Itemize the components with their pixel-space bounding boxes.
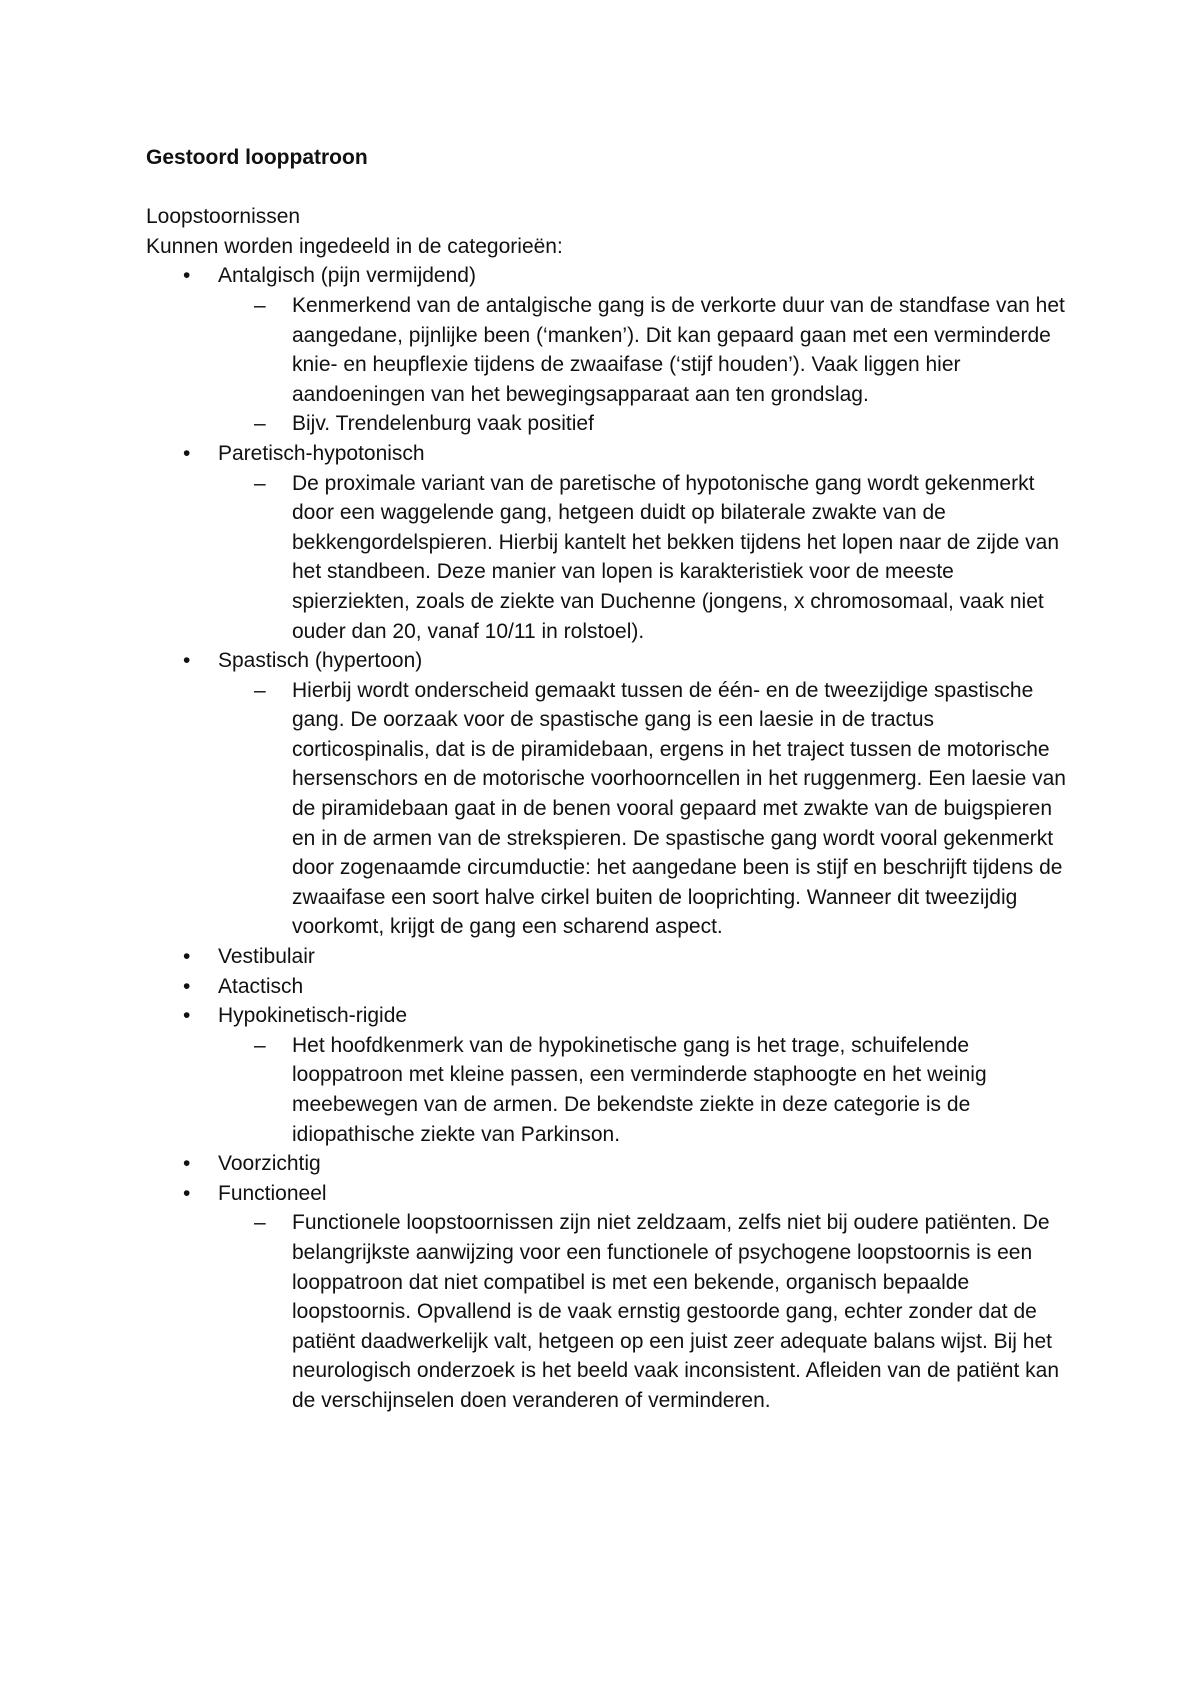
category-label: Vestibulair: [218, 945, 315, 969]
category-label: Antalgisch (pijn vermijdend): [218, 264, 476, 288]
sub-point-list: [218, 1031, 1076, 1149]
sub-point-list: [218, 469, 1076, 647]
bullet-marker: •: [183, 1152, 191, 1176]
category-item: [146, 646, 1076, 942]
sub-point-item: [218, 1031, 1076, 1149]
category-item: [146, 1001, 1076, 1149]
sub-point-text: Bijv. Trendelenburg vaak positief: [292, 412, 594, 436]
dash-marker: –: [254, 1211, 266, 1235]
category-label: Hypokinetisch-rigide: [218, 1004, 408, 1028]
bullet-marker: •: [183, 441, 191, 465]
sub-point-text: De proximale variant van de paretische of hypotonische gang wordt gekenmerkt door een waggelende gang, hetgeen duidt op bilaterale zwakte van de bekkengordelspieren. Hierbij kantelt het bekken tijdens het lopen naar de zijde van het standbeen. Deze manier van lopen is karakteristiek voor de meeste spierziekten, zoals de ziekte van Duchenne (jongens, x chromosomaal, vaak niet ouder dan 20, vanaf 10/11 in rolstoel).: [292, 471, 1059, 643]
blank-line: [146, 173, 1076, 203]
dash-marker: –: [254, 471, 266, 495]
sub-point-text: Hierbij wordt onderscheid gemaakt tussen de één- en de tweezijdige spastische gang. De oorzaak voor de spastische gang is een laesie in de tractus corticospinalis, dat is de piramidebaan, ergens in het traject tussen de motorische hersenschors en de motorische voorhoorncellen in het ruggenmerg. Een laesie van de piramidebaan gaat in de benen vooral gepaard met zwakte van de buigspieren en in de armen van de strekspieren. De spastische gang wordt vooral gekenmerkt door zogenaamde circumductie: het aangedane been is stijf en beschrijft tijdens de zwaaifase een soort halve cirkel buiten de looprichting. Wanneer dit tweezijdig voorkomt, krijgt de gang een scharend aspect.: [292, 678, 1066, 939]
intro-text: Kunnen worden ingedeeld in de categorieën:: [146, 234, 563, 258]
category-item: [146, 972, 1076, 1002]
sub-point-item: [218, 469, 1076, 647]
category-label: Paretisch-hypotonisch: [218, 441, 425, 465]
dash-marker: –: [254, 293, 266, 317]
sub-point-text: Kenmerkend van de antalgische gang is de verkorte duur van de standfase van het aangedane, pijnlijke been (‘manken’). Dit kan gepaard gaan met een verminderde knie- en heupflexie tijdens de zwaaifase (‘stijf houden’). Vaak liggen hier aandoeningen van het bewegingsapparaat aan ten grondslag.: [292, 293, 1065, 406]
section-heading: Loopstoornissen: [146, 205, 301, 229]
bullet-marker: •: [183, 945, 191, 969]
sub-point-item: [218, 291, 1076, 409]
category-item: [146, 942, 1076, 972]
document-body: [146, 143, 1076, 1416]
dash-marker: –: [254, 678, 266, 702]
category-label: Voorzichtig: [218, 1152, 321, 1176]
category-item: [146, 439, 1076, 646]
sub-point-item: [218, 1208, 1076, 1415]
sub-point-item: [218, 676, 1076, 942]
category-label: Functioneel: [218, 1181, 327, 1205]
category-item: [146, 261, 1076, 439]
bullet-marker: •: [183, 264, 191, 288]
category-label: Spastisch (hypertoon): [218, 649, 423, 673]
document-title: Gestoord looppatroon: [146, 146, 368, 169]
sub-point-text: Functionele loopstoornissen zijn niet zeldzaam, zelfs niet bij oudere patiënten. De belangrijkste aanwijzing voor een functionele of psychogene loopstoornis is een looppatroon dat niet compatibel is met een bekende, organisch bepaalde loopstoornis. Opvallend is de vaak ernstig gestoorde gang, echter zonder dat de patiënt daadwerkelijk valt, hetgeen op een juist zeer adequate balans wijst. Bij het neurologisch onderzoek is het beeld vaak inconsistent. Afleiden van de patiënt kan de verschijnselen doen veranderen of verminderen.: [292, 1211, 1060, 1412]
category-item: [146, 1149, 1076, 1179]
category-item: [146, 1179, 1076, 1416]
sub-point-list: [218, 1208, 1076, 1415]
sub-point-text: Het hoofdkenmerk van de hypokinetische gang is het trage, schuifelende looppatroon met kleine passen, een verminderde staphoogte en het weinig meebewegen van de armen. De bekendste ziekte in deze categorie is de idiopathische ziekte van Parkinson.: [292, 1033, 987, 1146]
category-list: [146, 261, 1076, 1415]
category-label: Atactisch: [218, 974, 304, 998]
dash-marker: –: [254, 1033, 266, 1057]
bullet-marker: •: [183, 1181, 191, 1205]
sub-point-list: [218, 676, 1076, 942]
sub-point-list: [218, 291, 1076, 439]
bullet-marker: •: [183, 649, 191, 673]
bullet-marker: •: [183, 974, 191, 998]
sub-point-item: [218, 409, 1076, 439]
bullet-marker: •: [183, 1004, 191, 1028]
dash-marker: –: [254, 412, 266, 436]
